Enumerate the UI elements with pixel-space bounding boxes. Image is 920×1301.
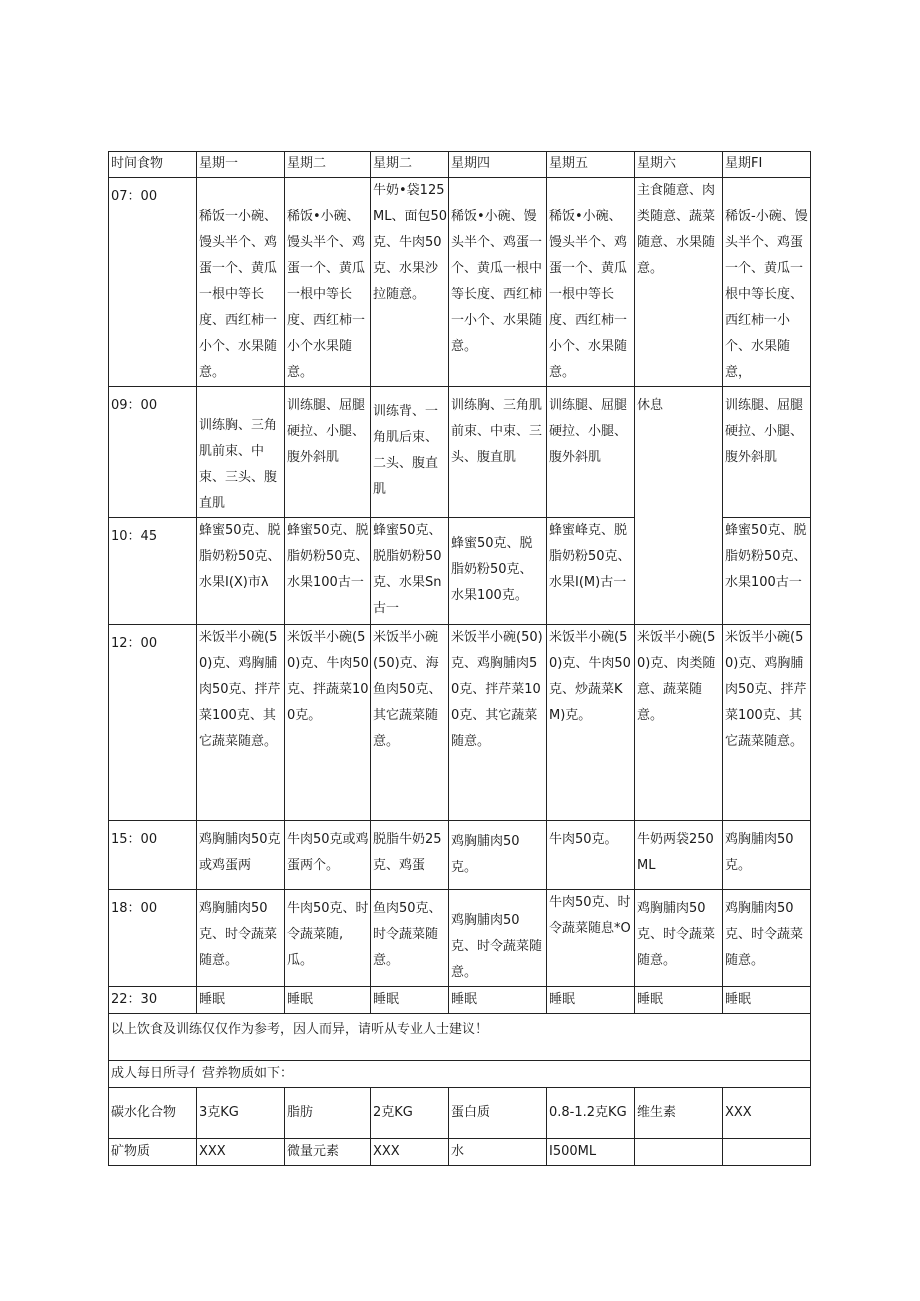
rest-cell: 休息 bbox=[635, 387, 723, 625]
snack-cell: 牛肉50克。 bbox=[547, 821, 635, 890]
training-cell: 训练腿、屈腿硬拉、小腿、腹外斜肌 bbox=[547, 387, 635, 518]
nutrient-label: 脂肪 bbox=[285, 1088, 371, 1139]
header-cell-time: 时间食物 bbox=[109, 152, 197, 178]
snack-cell: 鸡胸脯肉50克。 bbox=[723, 821, 811, 890]
time-cell: 07：00 bbox=[109, 178, 197, 387]
schedule-row-2230 bbox=[109, 987, 811, 1014]
sleep-cell: 睡眠 bbox=[723, 987, 811, 1014]
training-cell: 训练背、一角肌后束、二头、腹直肌 bbox=[371, 387, 449, 518]
training-cell: 训练腿、屈腿硬拉、小腿、腹外斜肌 bbox=[285, 387, 371, 518]
meal-cell: 牛奶•袋125ML、面包50克、牛肉50克、水果沙拉随意。 bbox=[371, 178, 449, 387]
nutrient-value: 3克KG bbox=[197, 1088, 285, 1139]
header-cell-day: 星期六 bbox=[635, 152, 723, 178]
schedule-row-1800 bbox=[109, 890, 811, 987]
nutrient-value: 0.8-1.2克KG bbox=[547, 1088, 635, 1139]
meal-cell: 米饭半小碗(50)克、鸡胸脯肉50克、拌芹菜100克、其它蔬菜随意。 bbox=[723, 625, 811, 821]
schedule-row-1500 bbox=[109, 821, 811, 890]
meal-cell: 牛肉50克、时令蔬菜随息*O bbox=[547, 890, 635, 987]
training-cell: 训练腿、屈腿硬拉、小腿、腹外斜肌 bbox=[723, 387, 811, 518]
training-cell: 训练胸、三角肌前束、中束、三头、腹直肌 bbox=[197, 387, 285, 518]
nutrient-value: XXX bbox=[197, 1139, 285, 1166]
meal-cell: 米饭半小碗(50)克、鸡胸脯肉50克、拌芹菜100克、其它蔬菜随意。 bbox=[197, 625, 285, 821]
time-cell: 09：00 bbox=[109, 387, 197, 518]
meal-cell: 鸡胸脯肉50克、时令蔬菜随意。 bbox=[197, 890, 285, 987]
meal-cell: 米饭半小碗(50)克、牛肉50克、炒蔬菜KM)克。 bbox=[547, 625, 635, 821]
meal-cell: 稀饭一小碗、馒头半个、鸡蛋一个、黄瓜一根中等长度、西红柿一小个、水果随意。 bbox=[197, 178, 285, 387]
nutrition-title-row bbox=[109, 1061, 811, 1088]
meal-cell: 鸡胸脯肉50克、时令蔬菜随意。 bbox=[449, 890, 547, 987]
meal-cell: 牛肉50克、时令蔬菜随,瓜。 bbox=[285, 890, 371, 987]
meal-cell: 鸡胸脯肉50克、时令蔬菜随意。 bbox=[723, 890, 811, 987]
meal-cell: 米饭半小碗(50)克、牛肉50克、拌蔬菜100克。 bbox=[285, 625, 371, 821]
snack-cell: 鸡胸脯肉50克或鸡蛋两 bbox=[197, 821, 285, 890]
training-cell: 训练胸、三角肌前束、中束、三头、腹直肌 bbox=[449, 387, 547, 518]
nutrition-row-2 bbox=[109, 1139, 811, 1166]
meal-cell: 米饭半小碗(50)克、海鱼肉50克、其它蔬菜随意。 bbox=[371, 625, 449, 821]
nutrient-label: 蛋白质 bbox=[449, 1088, 547, 1139]
nutrient-value: I500ML bbox=[547, 1139, 635, 1166]
sleep-cell: 睡眠 bbox=[635, 987, 723, 1014]
snack-cell: 脱脂牛奶25克、鸡蛋 bbox=[371, 821, 449, 890]
empty-cell bbox=[635, 1139, 723, 1166]
time-cell: 18：00 bbox=[109, 890, 197, 987]
meal-cell: 稀饭•小碗、馒头半个、鸡蛋一个、黄瓜一根中等长度、西红柿一小个、水果随意。 bbox=[547, 178, 635, 387]
diet-training-plan-sheet bbox=[108, 151, 810, 1166]
nutrient-value: XXX bbox=[723, 1088, 811, 1139]
header-cell-day: 星期四 bbox=[449, 152, 547, 178]
meal-cell: 稀饭•小碗、馒头半个、鸡蛋一个、黄瓜一根中等长度、西红柿一小个水果随意。 bbox=[285, 178, 371, 387]
empty-cell bbox=[723, 1139, 811, 1166]
snack-cell: 蜂蜜50克、脱脂奶粉50克、水果100古一 bbox=[723, 518, 811, 625]
weekly-plan-table bbox=[108, 151, 811, 1166]
time-cell: 12：00 bbox=[109, 625, 197, 821]
header-cell-day: 星期二 bbox=[371, 152, 449, 178]
nutrient-value: XXX bbox=[371, 1139, 449, 1166]
meal-cell: 主食随意、肉类随意、蔬菜随意、水果随意。 bbox=[635, 178, 723, 387]
snack-cell: 蜂蜜50克、脱脂奶粉50克、水果100古一 bbox=[285, 518, 371, 625]
snack-cell: 牛奶两袋250ML bbox=[635, 821, 723, 890]
nutrient-label: 维生素 bbox=[635, 1088, 723, 1139]
schedule-row-1200 bbox=[109, 625, 811, 821]
note-row bbox=[109, 1014, 811, 1061]
header-cell-day: 星期五 bbox=[547, 152, 635, 178]
header-cell-day: 星期一 bbox=[197, 152, 285, 178]
schedule-row-0700 bbox=[109, 178, 811, 387]
nutrition-title: 成人每日所寻亻营养物质如下： bbox=[109, 1061, 811, 1088]
sleep-cell: 睡眠 bbox=[285, 987, 371, 1014]
snack-cell: 牛肉50克或鸡蛋两个。 bbox=[285, 821, 371, 890]
sleep-cell: 睡眠 bbox=[371, 987, 449, 1014]
nutrient-label: 碳水化合物 bbox=[109, 1088, 197, 1139]
schedule-row-0900 bbox=[109, 387, 811, 518]
snack-cell: 蜂蜜50克、脱脂奶粉50克、水果Sn古一 bbox=[371, 518, 449, 625]
header-cell-day: 星期FI bbox=[723, 152, 811, 178]
header-cell-day: 星期二 bbox=[285, 152, 371, 178]
sleep-cell: 睡眠 bbox=[449, 987, 547, 1014]
time-cell: 22：30 bbox=[109, 987, 197, 1014]
meal-cell: 米饭半小碗(50)克、鸡胸脯肉50克、拌芹菜100克、其它蔬菜随意。 bbox=[449, 625, 547, 821]
nutrient-label: 水 bbox=[449, 1139, 547, 1166]
snack-cell: 蜂蜜50克、脱脂奶粉50克、水果100克。 bbox=[449, 518, 547, 625]
nutrient-label: 微量元素 bbox=[285, 1139, 371, 1166]
meal-cell: 稀饭-小碗、馒头半个、鸡蛋一个、黄瓜一根中等长度、西红柿一小个、水果随意， bbox=[723, 178, 811, 387]
meal-cell: 鱼肉50克、时令蔬菜随意。 bbox=[371, 890, 449, 987]
time-cell: 15：00 bbox=[109, 821, 197, 890]
header-row bbox=[109, 152, 811, 178]
snack-cell: 蜂蜜50克、脱脂奶粉50克、水果I(X)市λ bbox=[197, 518, 285, 625]
meal-cell: 鸡胸脯肉50克、时令蔬菜随意。 bbox=[635, 890, 723, 987]
sleep-cell: 睡眠 bbox=[197, 987, 285, 1014]
snack-cell: 蜂蜜峰克、脱脂奶粉50克、水果I(M)古一 bbox=[547, 518, 635, 625]
nutrient-value: 2克KG bbox=[371, 1088, 449, 1139]
sleep-cell: 睡眠 bbox=[547, 987, 635, 1014]
nutrient-label: 矿物质 bbox=[109, 1139, 197, 1166]
disclaimer-note: 以上饮食及训练仅仅作为参考，因人而异，请听从专业人士建议！ bbox=[109, 1014, 811, 1061]
time-cell: 10：45 bbox=[109, 518, 197, 625]
meal-cell: 稀饭•小碗、馒头半个、鸡蛋一个、黄瓜一根中等长度、西红柿一小个、水果随意。 bbox=[449, 178, 547, 387]
meal-cell: 米饭半小碗(50)克、肉类随意、蔬菜随意。 bbox=[635, 625, 723, 821]
nutrition-row-1 bbox=[109, 1088, 811, 1139]
snack-cell: 鸡胸脯肉50克。 bbox=[449, 821, 547, 890]
